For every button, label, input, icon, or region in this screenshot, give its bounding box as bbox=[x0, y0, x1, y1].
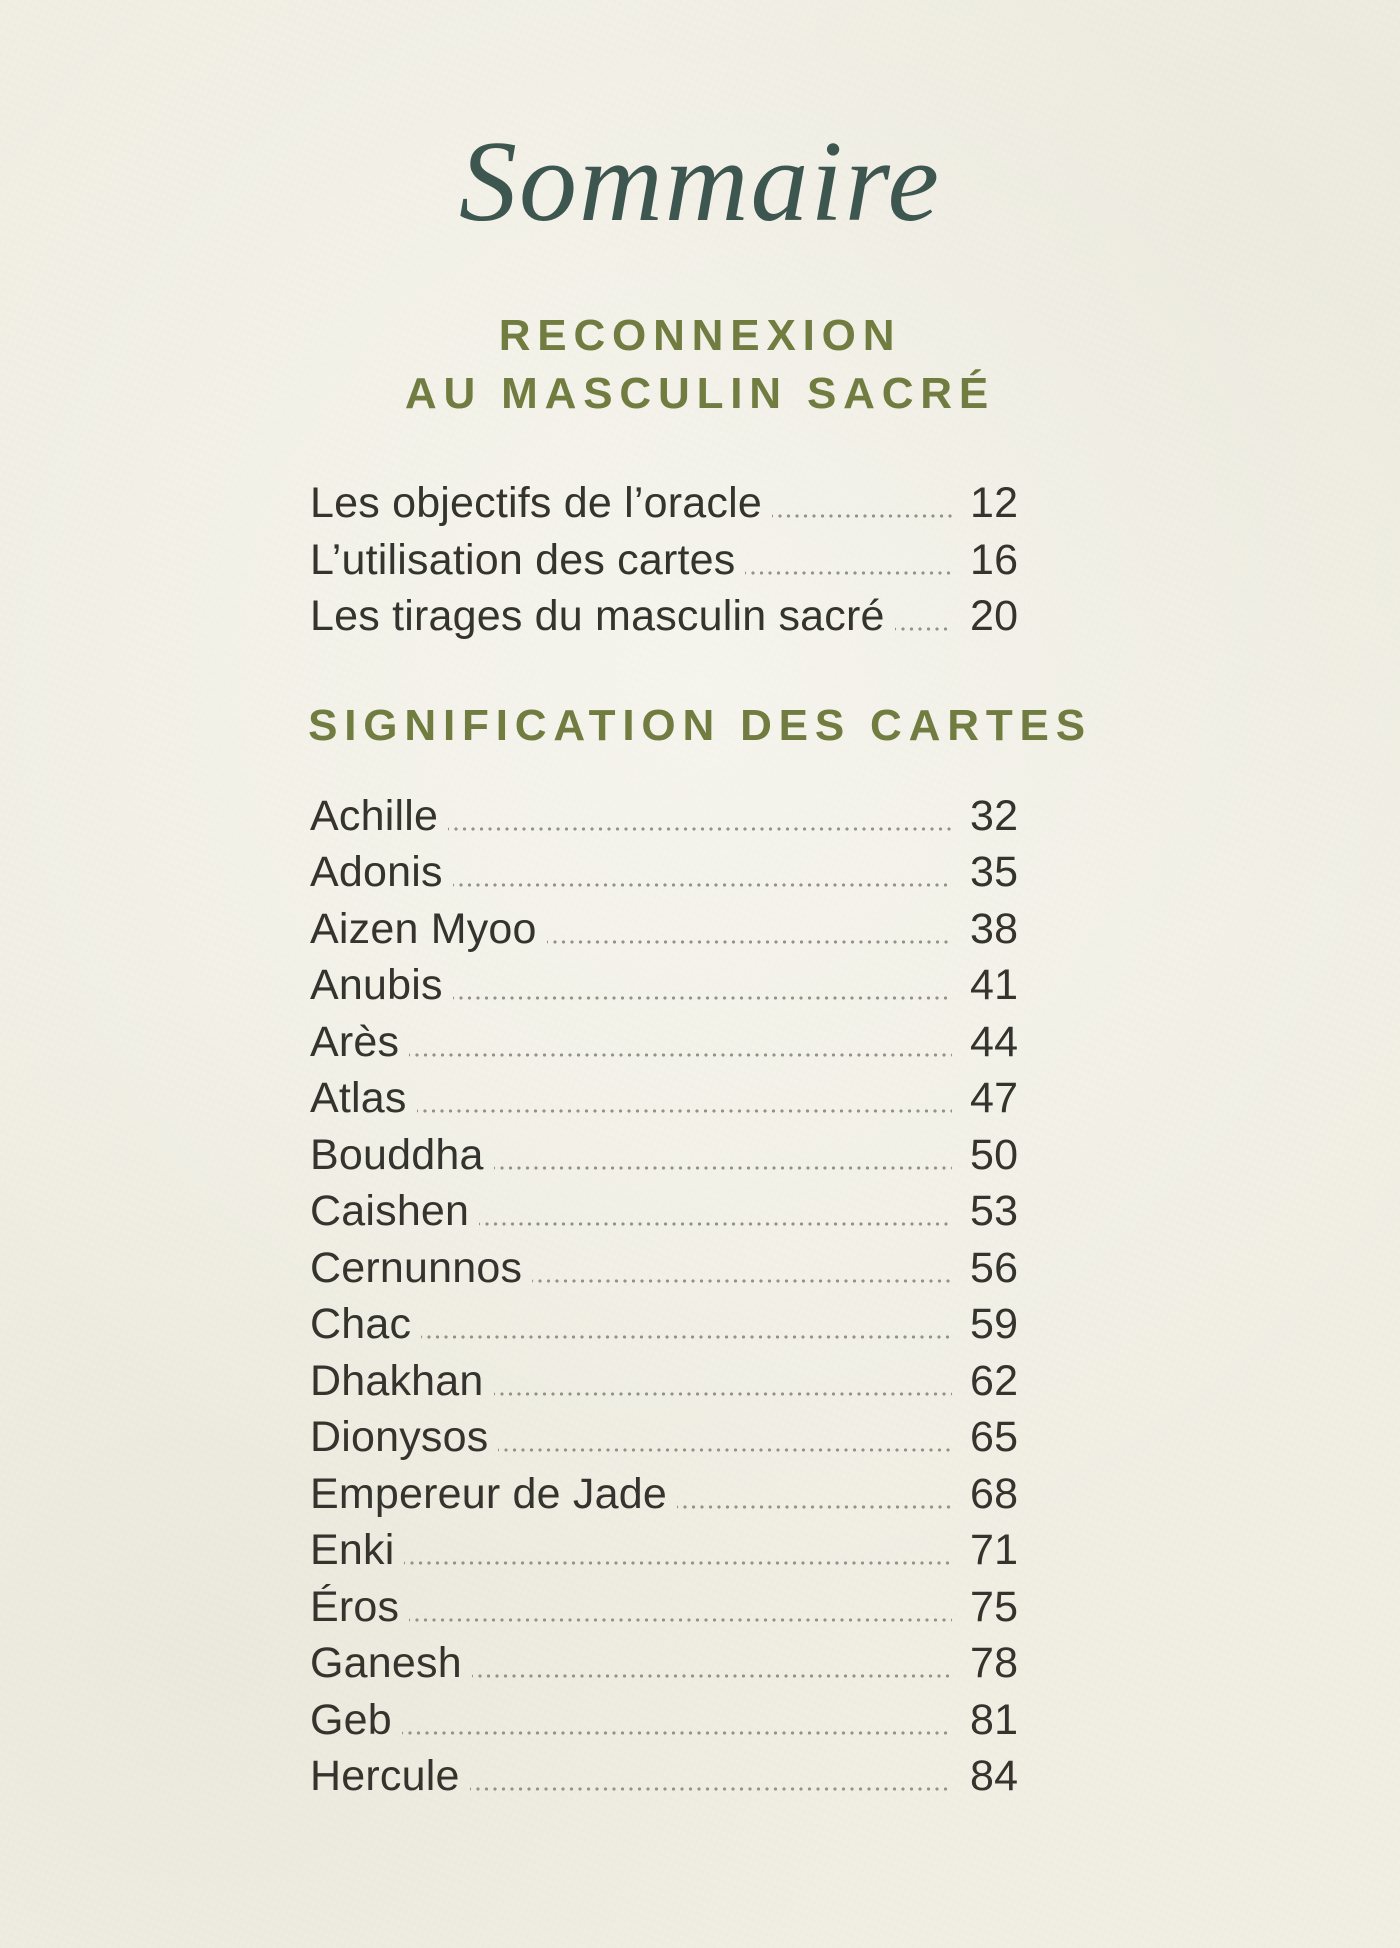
dots-leader bbox=[494, 1127, 952, 1184]
toc-page-number: 75 bbox=[970, 1582, 1019, 1631]
dots-leader bbox=[409, 1579, 952, 1636]
toc-entry-label: Dhakhan bbox=[310, 1356, 484, 1405]
toc-row bbox=[310, 1353, 1019, 1410]
toc-entry-label: Geb bbox=[310, 1695, 392, 1744]
toc-entry-label: Enki bbox=[310, 1526, 395, 1574]
toc-entry-label: Les tirages du masculin sacré bbox=[310, 592, 885, 640]
toc-page-number: 38 bbox=[970, 904, 1019, 953]
dots-leader bbox=[772, 475, 952, 532]
toc-page-number: 62 bbox=[970, 1356, 1019, 1405]
toc-row bbox=[310, 1014, 1019, 1071]
dots-leader bbox=[448, 788, 952, 845]
toc-row bbox=[310, 957, 1019, 1014]
toc-entry-label: Éros bbox=[310, 1582, 400, 1631]
toc-entry-label: Achille bbox=[310, 791, 439, 840]
toc-row bbox=[310, 1070, 1019, 1127]
toc-row bbox=[310, 1296, 1019, 1353]
dots-leader bbox=[472, 1635, 952, 1692]
toc-row bbox=[310, 1127, 1019, 1184]
toc-page-number: 50 bbox=[970, 1130, 1019, 1179]
toc-entry-label: Ganesh bbox=[310, 1639, 462, 1687]
dots-leader bbox=[532, 1240, 952, 1297]
toc-row bbox=[310, 1748, 1019, 1805]
dots-leader bbox=[404, 1522, 952, 1579]
dots-leader bbox=[745, 532, 952, 589]
section-heading-line: SIGNIFICATION DES CARTES bbox=[308, 700, 1092, 750]
section-heading-line: RECONNEXION bbox=[498, 311, 902, 360]
section-heading-line: AU MASCULIN SACRÉ bbox=[404, 369, 996, 418]
toc-row bbox=[310, 901, 1019, 958]
toc-entry-label: Caishen bbox=[310, 1187, 470, 1235]
dots-leader bbox=[498, 1409, 952, 1466]
toc-page-number: 16 bbox=[970, 535, 1019, 584]
toc-page-number: 78 bbox=[970, 1639, 1019, 1687]
toc-row bbox=[310, 1409, 1019, 1466]
toc-row bbox=[310, 1635, 1019, 1692]
toc-entry-label: Adonis bbox=[310, 848, 443, 896]
toc-page-number: 56 bbox=[970, 1243, 1019, 1292]
toc-page-number: 47 bbox=[970, 1074, 1019, 1122]
toc-entry-label: Hercule bbox=[310, 1752, 460, 1800]
toc-entry-label: Anubis bbox=[310, 961, 443, 1009]
dots-leader bbox=[417, 1070, 952, 1127]
toc-entry-label: Chac bbox=[310, 1300, 412, 1348]
toc-row bbox=[310, 844, 1019, 901]
page-title: Sommaire bbox=[458, 118, 942, 246]
toc-row bbox=[310, 1466, 1019, 1523]
dots-leader bbox=[453, 844, 952, 901]
toc-entry-label: Atlas bbox=[310, 1074, 407, 1122]
toc-row bbox=[310, 1240, 1019, 1297]
dots-leader bbox=[494, 1353, 952, 1410]
toc-row bbox=[310, 1579, 1019, 1636]
toc-section-cartes bbox=[310, 788, 1019, 1805]
toc-page-number: 81 bbox=[970, 1695, 1019, 1744]
toc-page-number: 35 bbox=[970, 848, 1019, 896]
toc-page-number: 44 bbox=[970, 1017, 1019, 1066]
toc-row bbox=[310, 475, 1019, 532]
toc-page-number: 41 bbox=[970, 961, 1019, 1009]
toc-page-number: 12 bbox=[970, 479, 1019, 527]
toc-entry-label: Aizen Myoo bbox=[310, 904, 537, 953]
dots-leader bbox=[409, 1014, 952, 1071]
toc-row bbox=[310, 1183, 1019, 1240]
toc-page-number: 32 bbox=[970, 791, 1019, 840]
section-heading-reconnexion bbox=[0, 307, 1400, 423]
toc-page-number: 68 bbox=[970, 1469, 1019, 1518]
dots-leader bbox=[547, 901, 952, 958]
dots-leader bbox=[479, 1183, 952, 1240]
toc-entry-label: Arès bbox=[310, 1017, 400, 1066]
toc-row bbox=[310, 1522, 1019, 1579]
dots-leader bbox=[453, 957, 952, 1014]
toc-entry-label: Cernunnos bbox=[310, 1243, 523, 1292]
toc-row bbox=[310, 788, 1019, 845]
toc-row bbox=[310, 588, 1019, 645]
toc-entry-label: Bouddha bbox=[310, 1130, 484, 1179]
dots-leader bbox=[470, 1748, 952, 1805]
toc-page-number: 59 bbox=[970, 1300, 1019, 1348]
toc-entry-label: Les objectifs de l’oracle bbox=[310, 479, 762, 527]
toc-row bbox=[310, 532, 1019, 589]
toc-page-number: 65 bbox=[970, 1413, 1019, 1461]
toc-entry-label: L’utilisation des cartes bbox=[310, 535, 736, 584]
toc-row bbox=[310, 1692, 1019, 1749]
section-heading-signification bbox=[0, 697, 1400, 755]
toc-entry-label: Empereur de Jade bbox=[310, 1469, 667, 1518]
toc-section-introduction bbox=[310, 475, 1019, 645]
toc-page-number: 53 bbox=[970, 1187, 1019, 1235]
dots-leader bbox=[895, 588, 952, 645]
toc-entry-label: Dionysos bbox=[310, 1413, 489, 1461]
dots-leader bbox=[677, 1466, 952, 1523]
dots-leader bbox=[421, 1296, 952, 1353]
toc-page-number: 20 bbox=[970, 592, 1019, 640]
toc-page-number: 84 bbox=[970, 1752, 1019, 1800]
dots-leader bbox=[402, 1692, 952, 1749]
toc-page-number: 71 bbox=[970, 1526, 1019, 1574]
